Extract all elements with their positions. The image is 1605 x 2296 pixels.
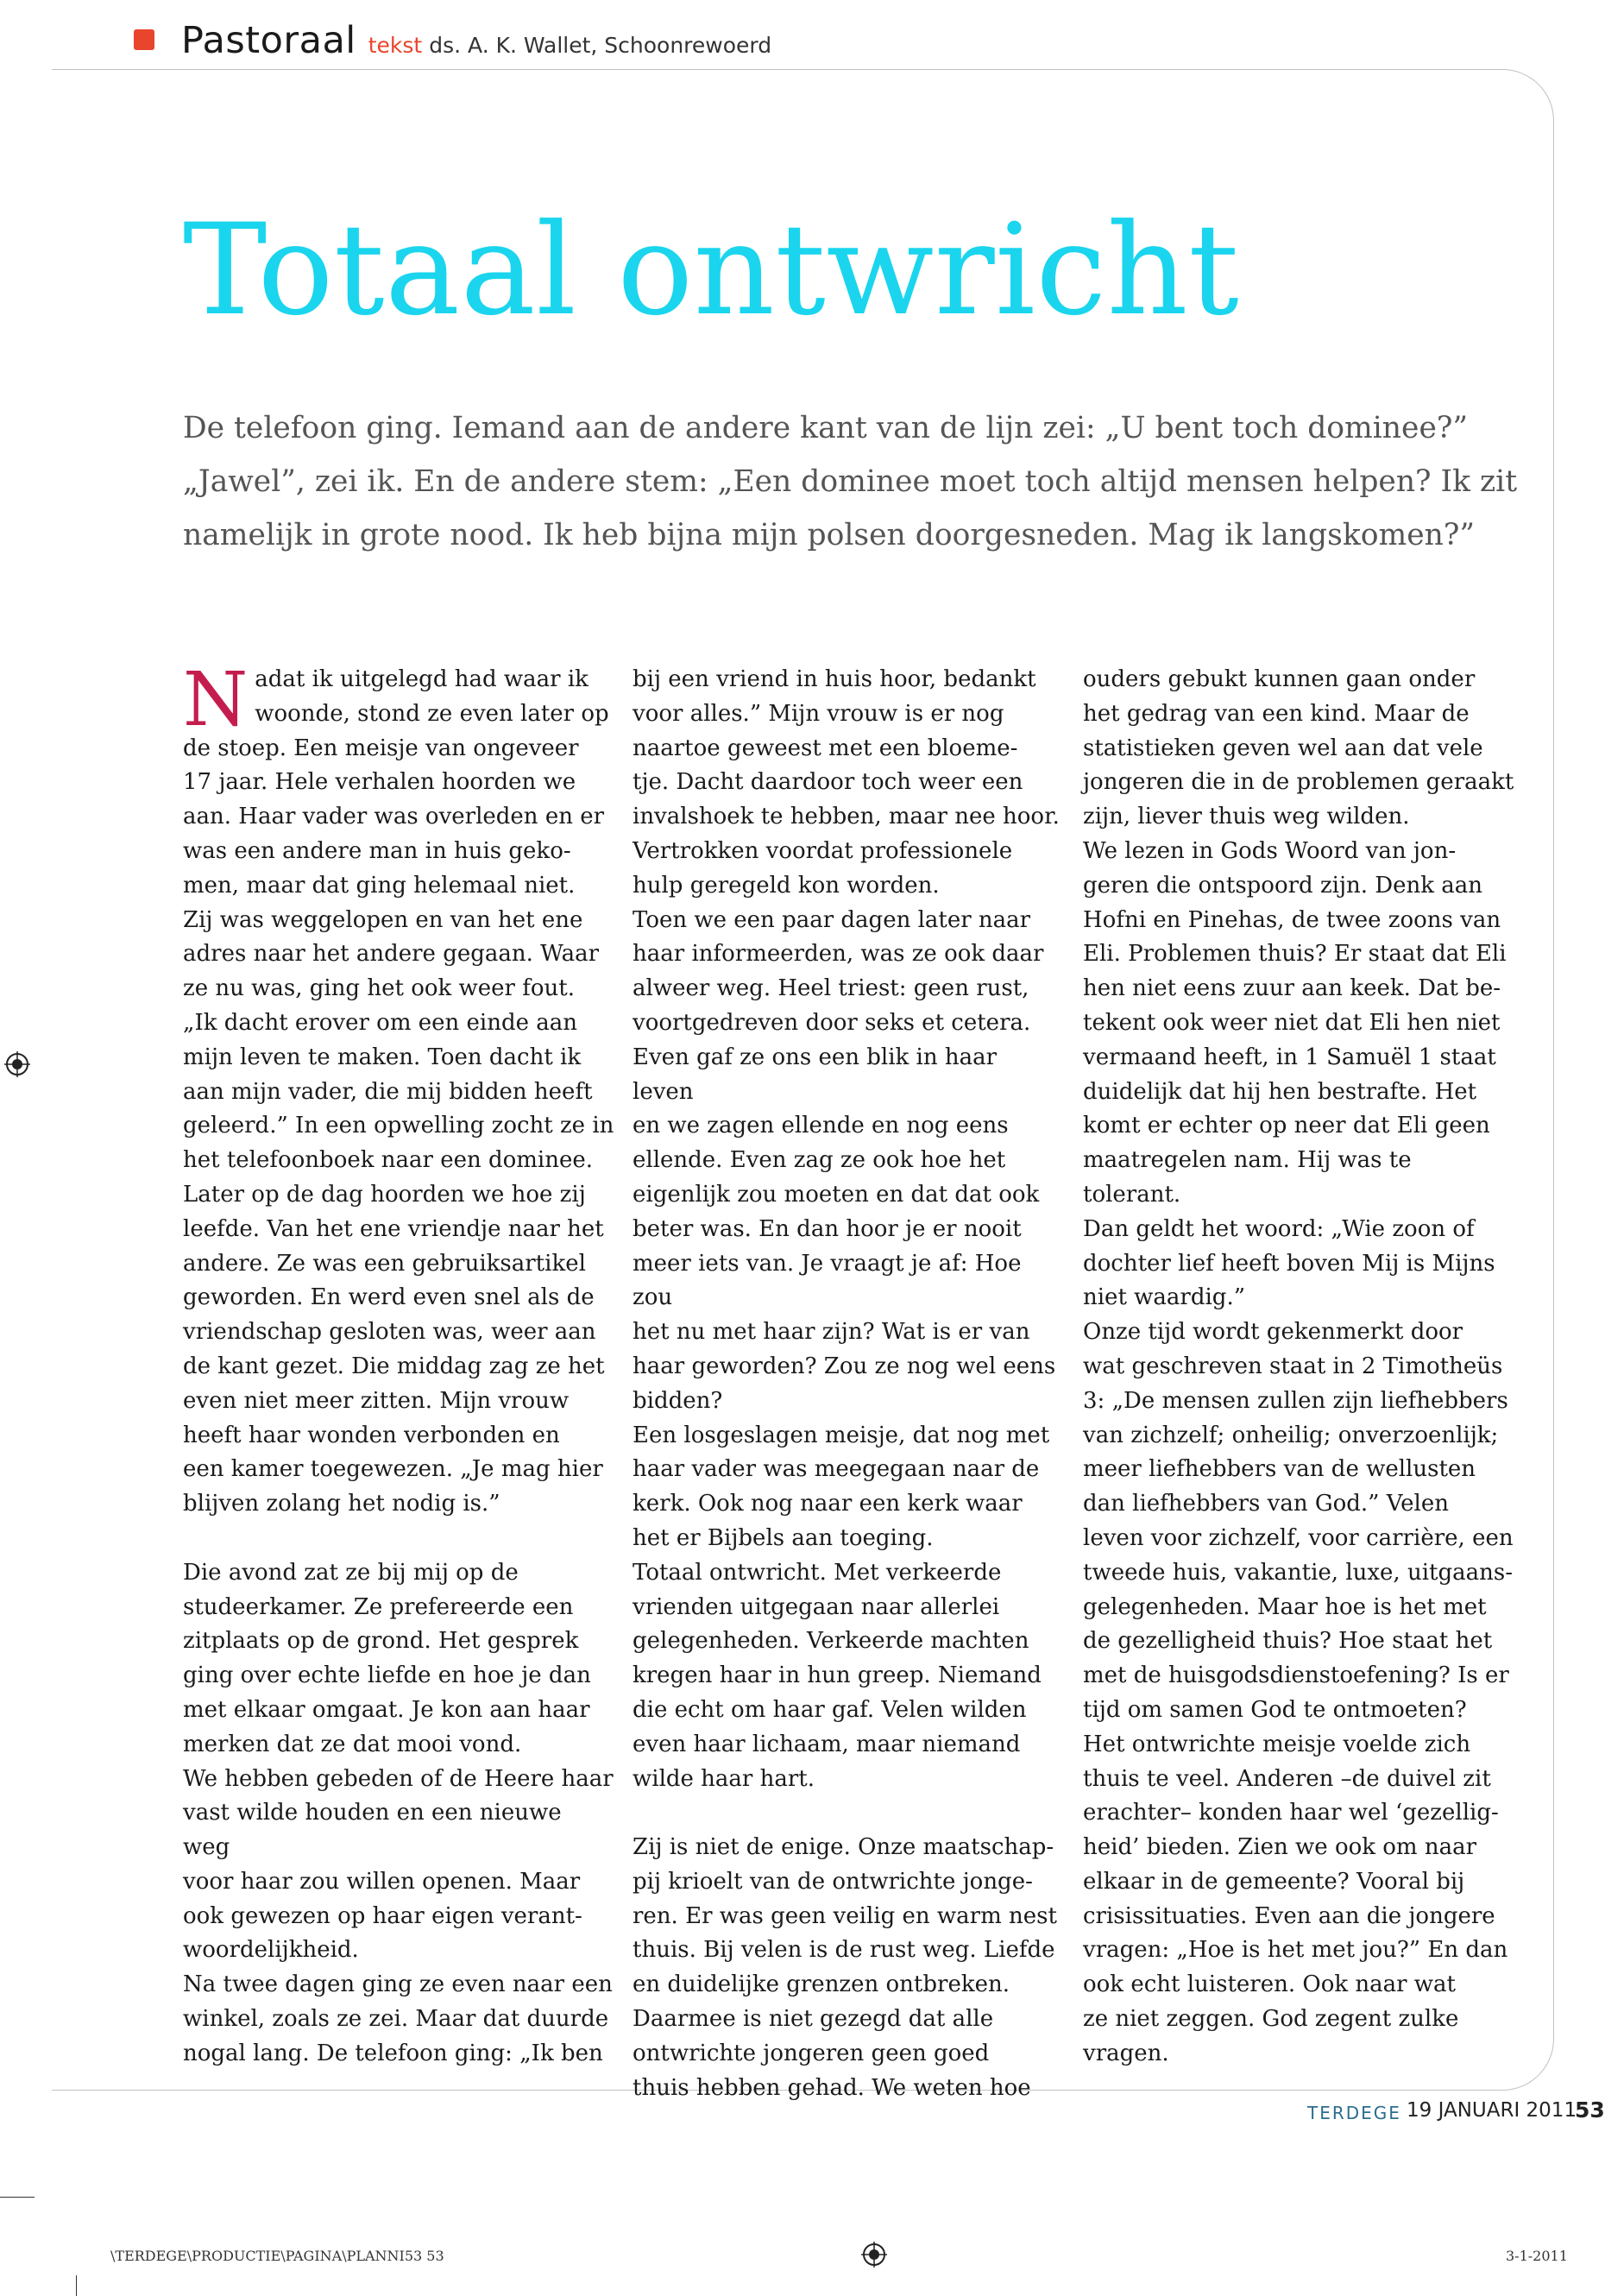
text-column-3 [1083, 663, 1514, 2072]
issue-date: 19 JANUARI 2011 [1407, 2099, 1577, 2122]
registration-mark-icon [4, 1051, 30, 1077]
paragraph: Zij is niet de enige. Onze maatschap- pij krioelt van de ontwrichte jonge- ren. Er was geen veilig en warm nest thuis. Bij velen is de rust weg. Liefde en duidelijke grenzen ontbreken. Daarmee is niet gezegd dat alle ontwrichte jongeren geen goed thuis hebben gehad. We weten hoe [633, 1834, 1057, 2101]
paragraph-text: adat ik uitgelegd had waar ik woonde, stond ze even later op de stoep. Een meisje van ongeveer 17 jaar. Hele verhalen hoorden we aan. Haar vader was overleden en er was een andere man in huis geko- men, maar dat ging helemaal niet. Zij was weggelopen en van het ene adres naar het andere gegaan. Waar ze nu was, ging het ook weer fout. „Ik dacht erover om een einde aan mijn leven te maken. Toen dacht ik aan mijn vader, die mij bidden heeft geleerd.” In een opwelling zocht ze in het telefoonboek naar een dominee. Later op de dag hoorden we hoe zij leefde. Van het ene vriendje naar het andere. Ze was een gebruiksartikel geworden. En werd even snel als de vriendschap gesloten was, weer aan de kant gezet. Die middag zag ze het even niet meer zitten. Mijn vrouw heeft haar wonden verbonden en een kamer toegewezen. „Je mag hier blijven zolang het nodig is.” [183, 666, 614, 1517]
paragraph: Die avond zat ze bij mij op de studeerkamer. Ze prefereerde een zitplaats op de grond. Het gesprek ging over echte liefde en hoe je dan met elkaar omgaat. Je kon aan haar merken dat ze dat mooi vond. We hebben gebeden of de Heere haar vast wilde houden en een nieuwe weg voor haar zou willen openen. Maar ook gewezen op haar eigen verant- woordelijkheid. Na twee dagen ging ze even naar een winkel, zoals ze zei. Maar dat duurde nogal lang. De telefoon ging: „Ik ben [183, 1559, 614, 2066]
section-header [134, 19, 771, 71]
page-number: 53 [1575, 2097, 1605, 2123]
paragraph: bij een vriend in huis hoor, bedankt voor alles.” Mijn vrouw is er nog naartoe geweest met een bloeme- tje. Dacht daardoor toch weer een invalshoek te hebben, maar nee hoor. Vertrokken voordat professionele hulp geregeld kon worden. Toen we een paar dagen later naar haar informeerden, was ze ook daar alweer weg. Heel triest: geen rust, voortgedreven door seks et cetera. Even gaf ze ons een blik in haar leven en we zagen ellende en nog eens ellende. Even zag ze ook hoe het eigenlijk zou moeten en dat dat ook beter was. En dan hoor je er nooit meer iets van. Je vraagt je af: Hoe zou het nu met haar zijn? Wat is er van haar geworden? Zou ze nog wel eens bidden? Een losgeslagen meisje, dat nog met haar vader was meegegaan naar de kerk. Ook nog naar een kerk waar het er Bijbels aan toeging. Totaal ontwricht. Met verkeerde vrienden uitgegaan naar allerlei gelegenheden. Verkeerde machten kregen haar in hun greep. Niemand die echt om haar gaf. Velen wilden even haar lichaam, maar niemand wilde haar hart. [633, 666, 1060, 1792]
drop-cap: N [183, 657, 249, 743]
slug-date: 3-1-2011 [1506, 2248, 1568, 2264]
text-column-1 [183, 657, 614, 2072]
magazine-name: TERDEGE [1307, 2103, 1401, 2123]
registration-mark-icon [861, 2242, 887, 2268]
article-lead: De telefoon ging. Iemand aan de andere kant van de lijn zei: „U bent toch dominee?” „Jawel”, zei ik. En de andere stem: „Een dominee moet toch altijd mensen helpen? Ik zit namelijk in grote nood. Ik heb bijna mijn polsen doorgesneden. Mag ik langskomen?” [183, 411, 1518, 552]
article-title: Totaal ontwricht [183, 197, 1240, 344]
author: ds. A. K. Wallet, Schoonrewoerd [429, 33, 772, 58]
tekst-label: tekst [368, 33, 423, 58]
paragraph [183, 657, 614, 1522]
crop-mark [76, 2275, 77, 2296]
crop-mark [0, 2197, 35, 2198]
text-column-2 [633, 663, 1064, 2105]
paragraph: ouders gebukt kunnen gaan onder het gedrag van een kind. Maar de statistieken geven wel aan dat vele jongeren die in de problemen geraakt zijn, liever thuis weg wilden. We lezen in Gods Woord van jon- geren die ontspoord zijn. Denk aan Hofni en Pinehas, de twee zoons van Eli. Problemen thuis? Er staat dat Eli hen niet eens zuur aan keek. Dat be- tekent ook weer niet dat Eli hen niet vermaand heeft, in 1 Samuël 1 staat duidelijk dat hij hen bestrafte. Het komt er echter op neer dat Eli geen maatregelen nam. Hij was te tolerant. Dan geldt het woord: „Wie zoon of dochter lief heeft boven Mij is Mijns niet waardig.” Onze tijd wordt gekenmerkt door wat geschreven staat in 2 Timotheüs 3: „De mensen zullen zijn liefhebbers van zichzelf; onheilig; onverzoenlijk; meer liefhebbers van de wellusten dan liefhebbers van God.” Velen leven voor zichzelf, voor carrière, een tweede huis, vakantie, luxe, uitgaans- gelegenheden. Maar hoe is het met de gezelligheid thuis? Hoe staat het met de huisgodsdienstoefening? Is er tijd om samen God te ontmoeten? Het ontwrichte meisje voelde zich thuis te veel. Anderen –de duivel zit erachter– konden haar wel ‘gezellig- heid’ bieden. Zien we ook om naar elkaar in de gemeente? Vooral bij crisissituaties. Even aan die jongere vragen: „Hoe is het met jou?” En dan ook echt luisteren. Ook naar wat ze niet zeggen. God zegent zulke vragen. [1083, 666, 1514, 2066]
section-marker-icon [134, 29, 154, 50]
section-name: Pastoraal [181, 19, 356, 62]
slug-file-path: \TERDEGE\PRODUCTIE\PAGINA\PLANNI53 53 [110, 2248, 444, 2264]
